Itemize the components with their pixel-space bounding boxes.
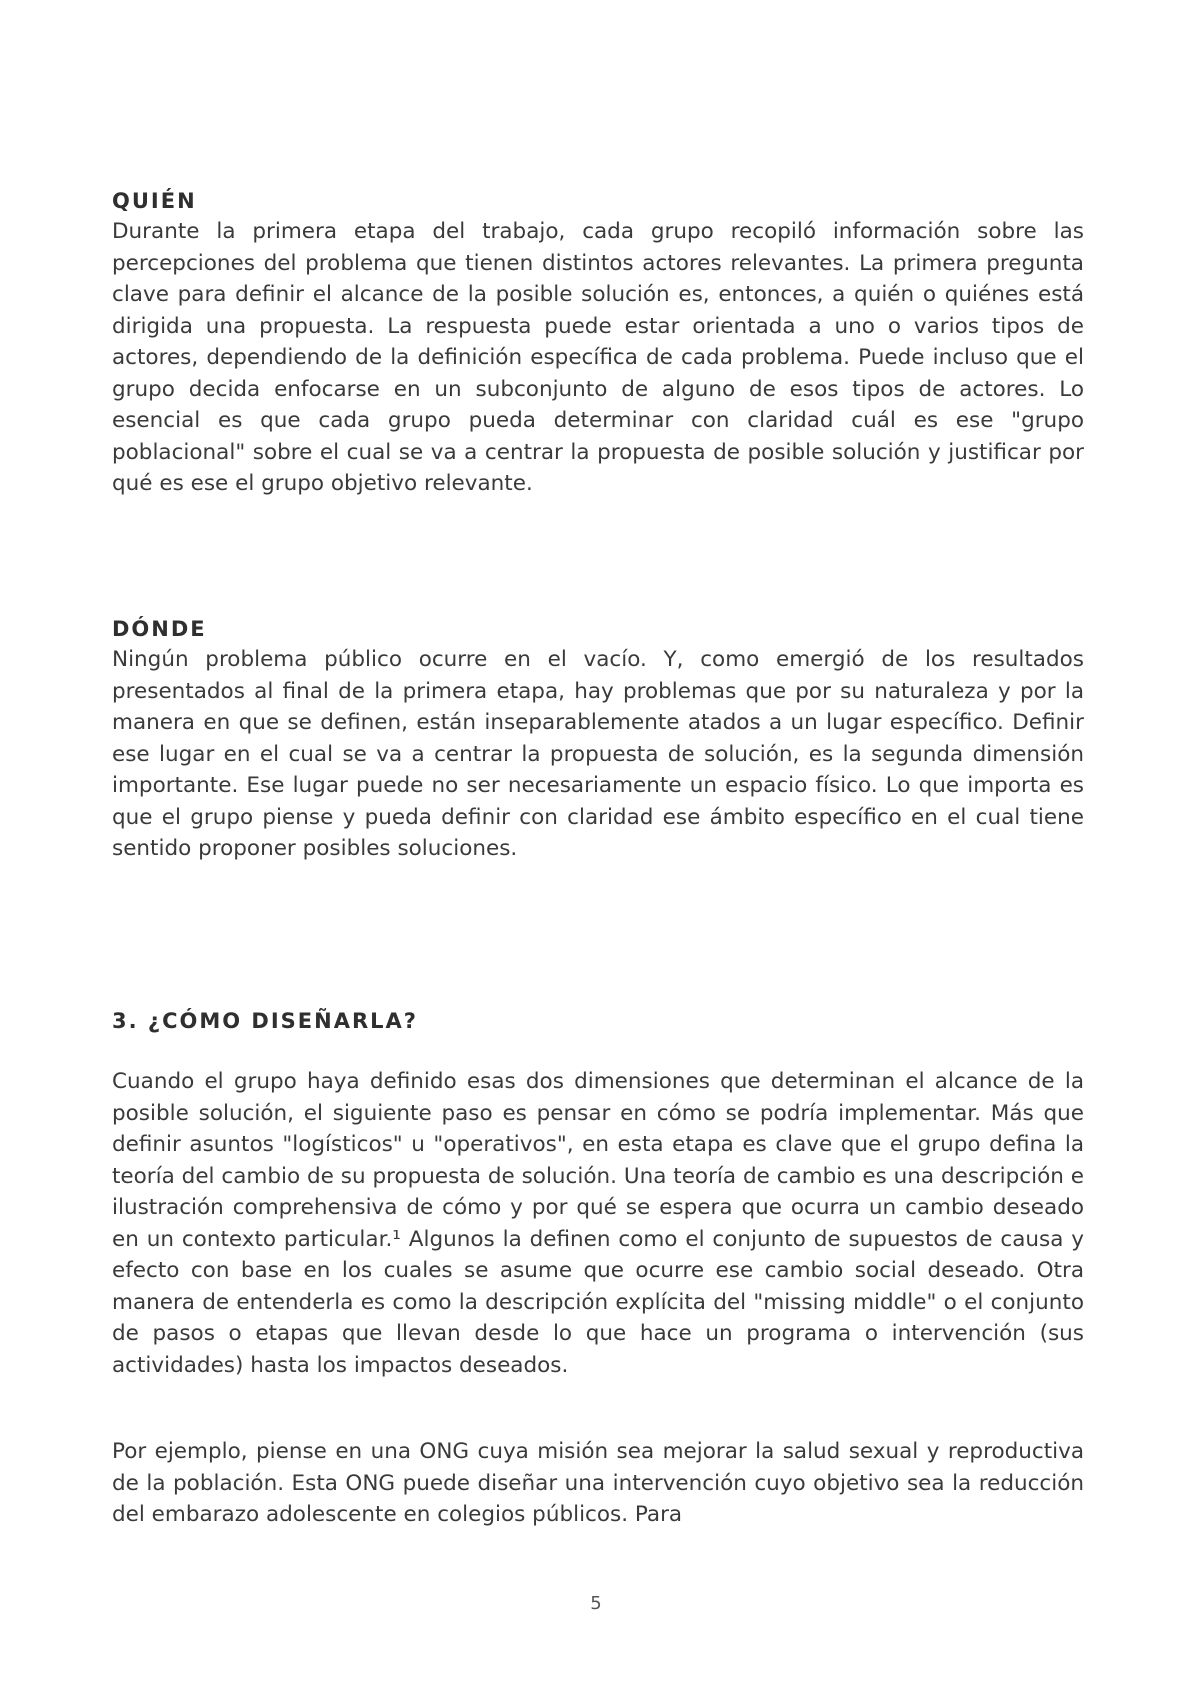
section-body-como: Cuando el grupo haya definido esas dos dimensiones que determinan el alcance de la posible solución, el siguiente paso es pensar en cómo se podría implementar. Más que definir asuntos "logísticos" u "operativos", en esta etapa es clave que el grupo defina la teoría del cambio de su propuesta de solución. Una teoría de cambio es una descripción e ilustración comprehensiva de cómo y por qué se espera que ocurra un cambio deseado en un contexto particular.¹ Algunos la definen como el conjunto de supuestos de causa y efecto con base en los cuales se asume que ocurre ese cambio social deseado. Otra manera de entenderla es como la descripción explícita del "missing middle" o el conjunto de pasos o etapas que llevan desde lo que hace un programa o intervención (sus actividades) hasta los impactos deseados. bbox=[112, 1069, 1084, 1378]
section-ejemplo bbox=[112, 1436, 1084, 1531]
section-donde bbox=[112, 614, 1084, 865]
page-number: 5 bbox=[590, 1593, 602, 1614]
section-quien bbox=[112, 186, 1084, 500]
section-body-donde: Ningún problema público ocurre en el vacío. Y, como emergió de los resultados presentados al final de la primera etapa, hay problemas que por su naturaleza y por la manera en que se definen, están inseparablemente atados a un lugar específico. Definir ese lugar en el cual se va a centrar la propuesta de solución, es la segunda dimensión importante. Ese lugar puede no ser necesariamente un espacio físico. Lo que importa es que el grupo piense y pueda definir con claridad ese ámbito específico en el cual tiene sentido proponer posibles soluciones. bbox=[112, 647, 1084, 861]
section-como-title bbox=[112, 1006, 1084, 1036]
section-como bbox=[112, 1066, 1084, 1381]
section-heading-donde: DÓNDE bbox=[112, 617, 207, 641]
section-body-quien: Durante la primera etapa del trabajo, cada grupo recopiló información sobre las percepciones del problema que tienen distintos actores relevantes. La primera pregunta clave para definir el alcance de la posible solución es, entonces, a quién o quiénes está dirigida una propuesta. La respuesta puede estar orientada a uno o varios tipos de actores, dependiendo de la definición específica de cada problema. Puede incluso que el grupo decida enfocarse en un subconjunto de alguno de esos tipos de actores. Lo esencial es que cada grupo pueda determinar con claridad cuál es ese "grupo poblacional" sobre el cual se va a centrar la propuesta de posible solución y justificar por qué es ese el grupo objetivo relevante. bbox=[112, 219, 1084, 496]
section-heading-quien: QUIÉN bbox=[112, 189, 197, 213]
section-heading-como: 3. ¿CÓMO DISEÑARLA? bbox=[112, 1009, 418, 1033]
section-body-ejemplo: Por ejemplo, piense en una ONG cuya misión sea mejorar la salud sexual y reproductiva de la población. Esta ONG puede diseñar una intervención cuyo objetivo sea la reducción del embarazo adolescente en colegios públicos. Para bbox=[112, 1439, 1084, 1527]
